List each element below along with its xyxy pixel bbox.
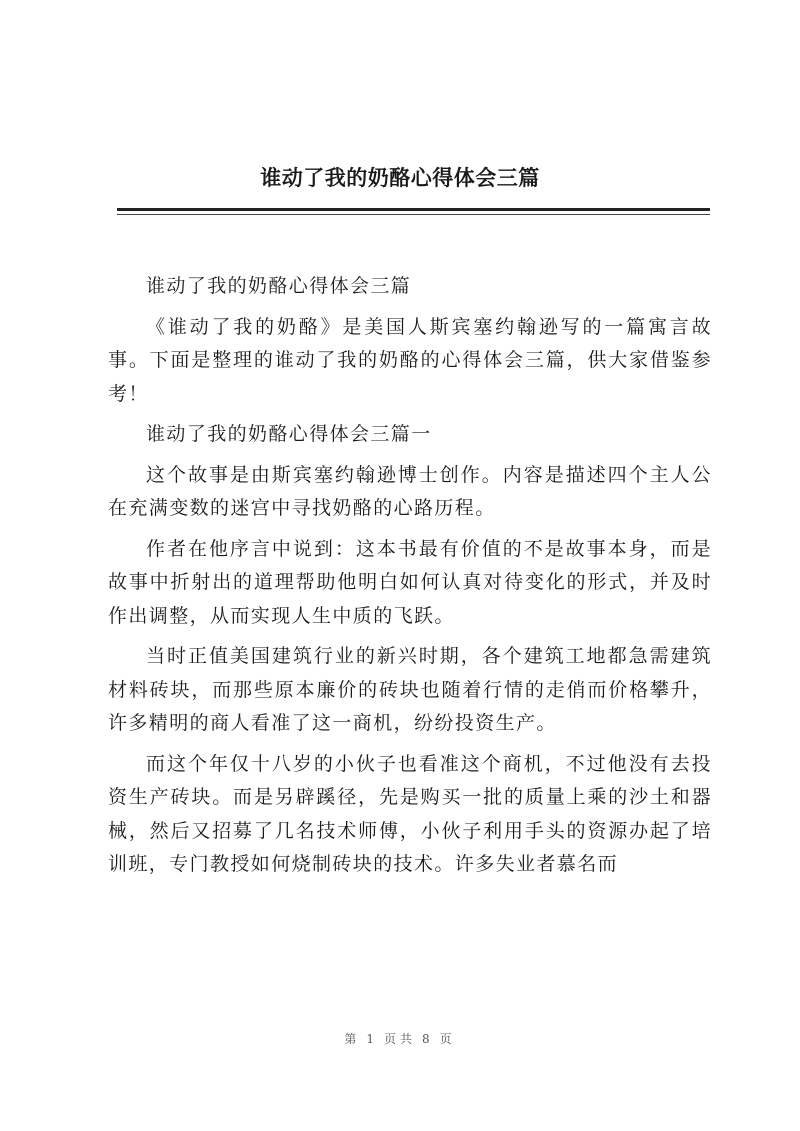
- paragraph: 《谁动了我的奶酪》是美国人斯宾塞约翰逊写的一篇寓言故事。下面是整理的谁动了我的奶酪的心得体会三篇，供大家借鉴参考！: [108, 315, 712, 405]
- paragraph: 谁动了我的奶酪心得体会三篇: [146, 275, 412, 297]
- paragraph: 当时正值美国建筑行业的新兴时期，各个建筑工地都急需建筑材料砖块，而那些原本廉价的砖块也随着行情的走俏而价格攀升，许多精明的商人看准了这一商机，纷纷投资生产。: [108, 645, 712, 734]
- page-footer: [0, 1030, 800, 1047]
- title-divider: [117, 208, 710, 211]
- page-title: 谁动了我的奶酪心得体会三篇: [260, 165, 540, 190]
- footer-page-number: 1: [366, 1032, 378, 1046]
- title-divider-thin: [117, 214, 710, 215]
- paragraph: 谁动了我的奶酪心得体会三篇一: [146, 423, 432, 445]
- paragraph: 而这个年仅十八岁的小伙子也看准这个商机，不过他没有去投资生产砖块。而是另辟蹊径，先是购买一批的质量上乘的沙土和器械，然后又招募了几名技术师傅，小伙子利用手头的资源办起了培训班，专门教授如何烧制砖块的技术。许多失业者慕名而: [108, 752, 712, 875]
- footer-middle: 页共: [383, 1032, 416, 1046]
- paragraph: 这个故事是由斯宾塞约翰逊博士创作。内容是描述四个主人公在充满变数的迷宫中寻找奶酪的心路历程。: [108, 463, 712, 519]
- document-body: [108, 270, 712, 889]
- paragraph: 作者在他序言中说到：这本书最有价值的不是故事本身，而是故事中折射出的道理帮助他明白如何认真对待变化的形式，并及时作出调整，从而实现人生中质的飞跃。: [108, 537, 712, 627]
- footer-total-pages: 8: [422, 1032, 434, 1046]
- footer-suffix: 页: [439, 1032, 456, 1046]
- footer-prefix: 第: [344, 1032, 361, 1046]
